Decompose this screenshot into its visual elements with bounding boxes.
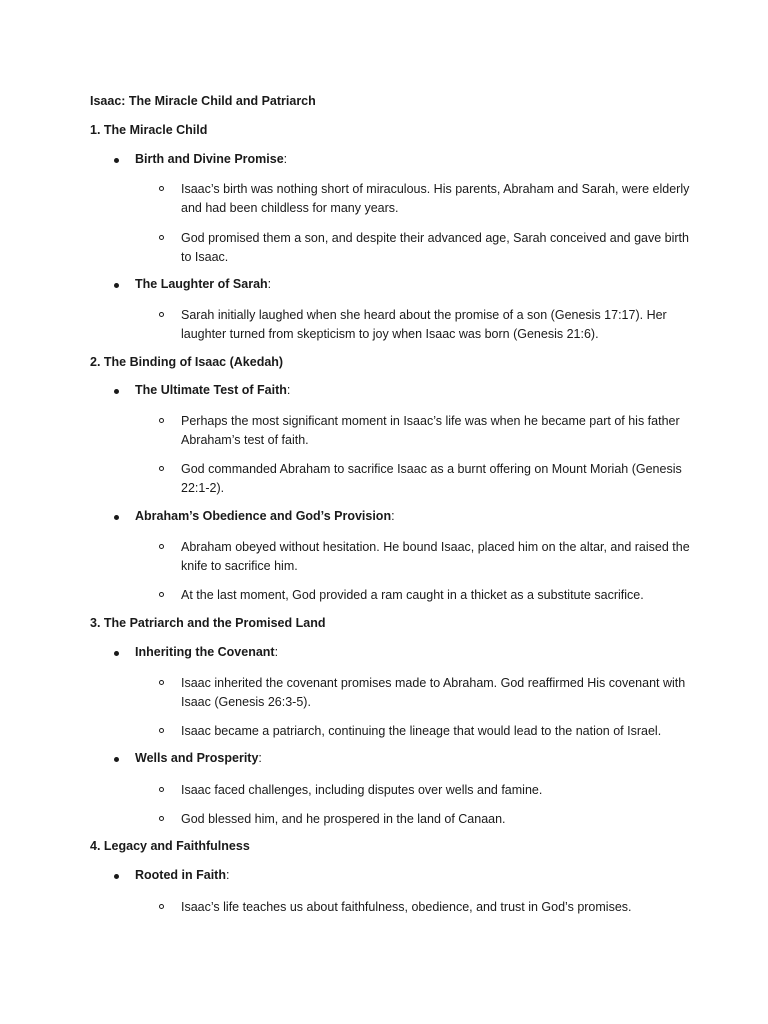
bullet-label: Wells and Prosperity — [135, 751, 259, 765]
bullet-label: Abraham’s Obedience and God’s Provision — [135, 509, 392, 523]
sub-bullet-text: Abraham obeyed without hesitation. He bound Isaac, placed him on the altar, and raised the knife to sacrifice him. — [181, 540, 690, 573]
sub-bullet-text: God commanded Abraham to sacrifice Isaac as a burnt offering on Mount Moriah (Genesis 22:1-2). — [181, 462, 682, 495]
bullet-dot — [114, 283, 119, 288]
bullet-dot — [114, 874, 119, 879]
sub-bullet-circle — [159, 680, 164, 685]
sub-bullet-circle — [159, 904, 164, 909]
sub-bullet-circle — [159, 592, 164, 597]
bullet-label: The Laughter of Sarah — [135, 277, 268, 291]
section-heading: 4. Legacy and Faithfulness — [90, 839, 250, 853]
section-heading: 2. The Binding of Isaac (Akedah) — [90, 355, 284, 369]
bullet-label: Birth and Divine Promise — [135, 152, 284, 166]
sub-bullet-text: Isaac’s life teaches us about faithfulness, obedience, and trust in God’s promises. — [181, 900, 632, 914]
sub-bullet-circle — [159, 466, 164, 471]
sub-bullet-circle — [159, 235, 164, 240]
bullet-label: Rooted in Faith — [135, 868, 226, 882]
sub-bullet-text: Isaac’s birth was nothing short of miraculous. His parents, Abraham and Sarah, were elderly and had been childless for many years. — [181, 182, 690, 215]
sub-bullet-text: Isaac faced challenges, including disputes over wells and famine. — [181, 783, 543, 797]
sub-bullet-text: Isaac became a patriarch, continuing the lineage that would lead to the nation of Israel. — [181, 724, 662, 738]
sub-bullet-circle — [159, 544, 164, 549]
bullet-dot — [114, 651, 119, 656]
document-page: Isaac: The Miracle Child and Patriarch 1. The Miracle Child Birth and Divine Promise: Isaac’s birth was nothing short of miraculous. His parents, Abraham and Sarah, were elderly and had been childless for many years. God promised them a son, and despite their advanced age, Sarah conceived and gave birth to Isaac. The Laughter of Sarah: Sarah initially laughed when she heard about the promise of a son (Genesis 17:17). Her laughter turned from skepticism to joy when Isaac was born (Genesis 21:6). 2. The Binding of Isaac (Akedah) The Ultimate Test of Faith: Perhaps the most significant moment in Isaac’s life was when he became part of his father Abraham’s test of faith. God commanded Abraham to sacrifice Isaac as a burnt offering on Mount Moriah (Genesis 22:1-2). Abraham’s Obedience and God’s Provision: Abraham obeyed without hesitation. He bound Isaac, placed him on the altar, and raised the knife to sacrifice him. At the last moment, God provided a ram caught in a thicket as a substitute sacrifice. 3. The Patriarch and the Promised Land Inheriting the Covenant: Isaac inherited the covenant promises made to Abraham. God reaffirmed His covenant with Isaac (Genesis 26:3-5). Isaac became a patriarch, continuing the lineage that would lead to the nation of Israel. Wells and Prosperity: Isaac faced challenges, including disputes over wells and famine. God blessed him, and he prospered in the land of Canaan. 4. Legacy and Faithfulness Rooted in Faith: Isaac’s life teaches us about faithfulness, obedience, and trust in God’s promises. — [0, 0, 768, 1024]
sub-bullet-text: Perhaps the most significant moment in Isaac’s life was when he became part of his father Abraham’s test of faith. — [181, 414, 680, 447]
bullet-dot — [114, 757, 119, 762]
sub-bullet-circle — [159, 787, 164, 792]
sub-bullet-text: God blessed him, and he prospered in the land of Canaan. — [181, 812, 506, 826]
bullet-dot — [114, 515, 119, 520]
sub-bullet-circle — [159, 186, 164, 191]
section-heading: 1. The Miracle Child — [90, 123, 208, 137]
sub-bullet-text: Isaac inherited the covenant promises made to Abraham. God reaffirmed His covenant with Isaac (Genesis 26:3-5). — [181, 676, 686, 709]
document-title: Isaac: The Miracle Child and Patriarch — [90, 94, 316, 108]
bullet-label: Inheriting the Covenant — [135, 645, 275, 659]
sub-bullet-circle — [159, 418, 164, 423]
bullet-dot — [114, 158, 119, 163]
sub-bullet-circle — [159, 728, 164, 733]
bullet-label: The Ultimate Test of Faith — [135, 383, 287, 397]
sub-bullet-circle — [159, 816, 164, 821]
sub-bullet-text: At the last moment, God provided a ram caught in a thicket as a substitute sacrifice. — [181, 588, 644, 602]
bullet-dot — [114, 389, 119, 394]
sub-bullet-circle — [159, 312, 164, 317]
sub-bullet-text: Sarah initially laughed when she heard about the promise of a son (Genesis 17:17). Her laughter turned from skepticism to joy when Isaac was born (Genesis 21:6). — [181, 308, 667, 341]
section-heading: 3. The Patriarch and the Promised Land — [90, 616, 326, 630]
sub-bullet-text: God promised them a son, and despite their advanced age, Sarah conceived and gave birth to Isaac. — [181, 231, 689, 264]
